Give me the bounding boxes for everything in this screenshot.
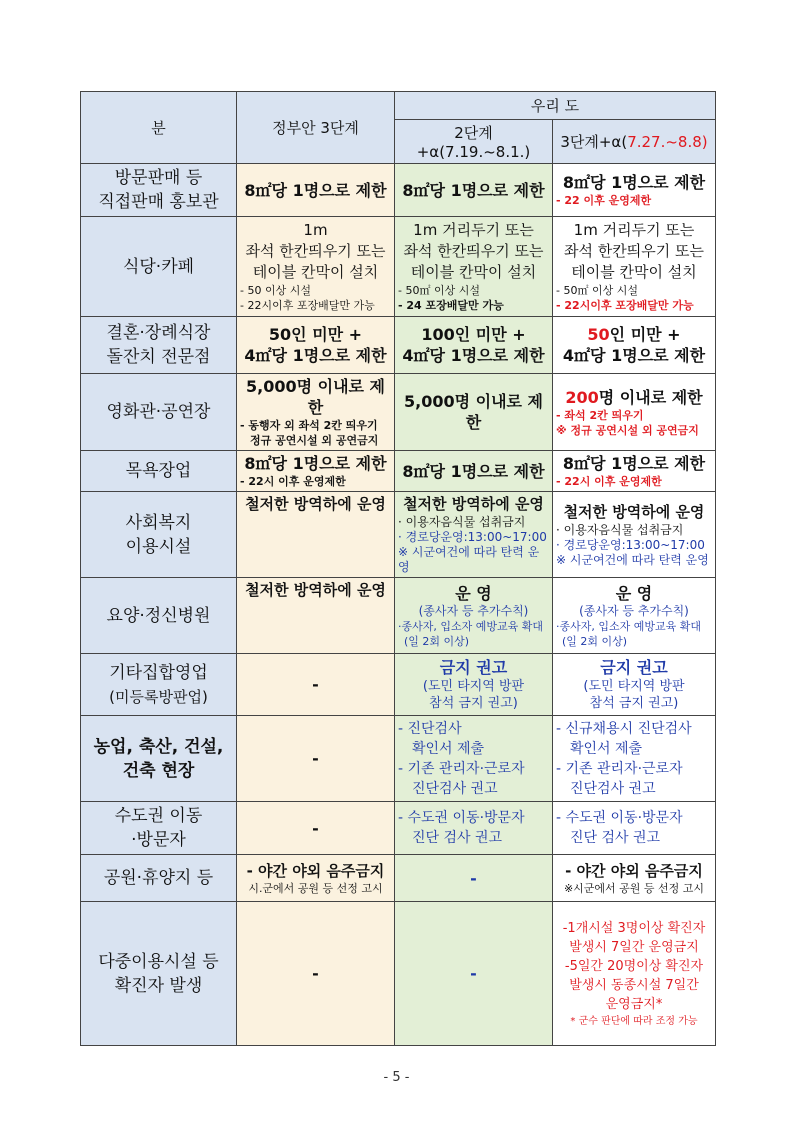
- row-category: 수도권 이동 ·방문자: [81, 802, 237, 855]
- table-row: [81, 164, 716, 217]
- gov-cell: 8㎡당 1명으로 제한: [237, 164, 395, 217]
- table-row: [81, 374, 716, 451]
- table-row: [81, 716, 716, 802]
- stage3-cell: - 야간 야외 음주금지 ※시군에서 공원 등 선정 고시: [553, 855, 716, 902]
- stage3-cell: 200명 이내로 제한 - 좌석 2칸 띄우기 ※ 정규 공연시설 외 공연금지: [553, 374, 716, 451]
- stage2-cell: 운 영 (종사자 등 추가수칙) ·종사자, 입소자 예방교육 확대 (일 2회 이상): [395, 578, 553, 654]
- stage3-cell: 운 영 (종사자 등 추가수칙) ·종사자, 입소자 예방교육 확대 (일 2회 이상): [553, 578, 716, 654]
- stage2-cell: 100인 미만 + 4㎡당 1명으로 제한: [395, 317, 553, 374]
- stage2-cell: - 수도권 이동·방문자 진단 검사 권고: [395, 802, 553, 855]
- restriction-table: [80, 91, 716, 1046]
- gov-cell: 50인 미만 + 4㎡당 1명으로 제한: [237, 317, 395, 374]
- header-category: 분: [81, 92, 237, 164]
- gov-cell: -: [237, 716, 395, 802]
- table-row: [81, 855, 716, 902]
- row-category: 기타집합영업 (미등록방판업): [81, 654, 237, 716]
- gov-cell: 철저한 방역하에 운영: [237, 578, 395, 654]
- stage2-cell: -: [395, 902, 553, 1046]
- table-row: [81, 654, 716, 716]
- stage3-cell: 1m 거리두기 또는 좌석 한칸띄우기 또는 테이블 칸막이 설치 - 50㎡ 이상 시설 - 22시이후 포장배달만 가능: [553, 217, 716, 317]
- stage2-cell: 금지 권고 (도민 타지역 방판 참석 금지 권고): [395, 654, 553, 716]
- row-category: 결혼·장례식장 돌잔치 전문점: [81, 317, 237, 374]
- row-category: 사회복지 이용시설: [81, 492, 237, 578]
- table-row: [81, 902, 716, 1046]
- gov-cell: -: [237, 802, 395, 855]
- table-row: [81, 451, 716, 492]
- gov-cell: 5,000명 이내로 제한 - 동행자 외 좌석 2칸 띄우기 정규 공연시설 외 공연금지: [237, 374, 395, 451]
- header-gov: 정부안 3단계: [237, 92, 395, 164]
- header-stage2: 2단계+α(7.19.~8.1.): [395, 120, 553, 164]
- header-ours: 우리 도: [395, 92, 716, 120]
- row-category: 목욕장업: [81, 451, 237, 492]
- stage3-cell: 8㎡당 1명으로 제한 - 22 이후 운영제한: [553, 164, 716, 217]
- row-category: 농업, 축산, 건설, 건축 현장: [81, 716, 237, 802]
- stage3-cell: 50인 미만 + 4㎡당 1명으로 제한: [553, 317, 716, 374]
- stage2-cell: -: [395, 855, 553, 902]
- gov-cell: 8㎡당 1명으로 제한 - 22시 이후 운영제한: [237, 451, 395, 492]
- row-category: 공원·휴양지 등: [81, 855, 237, 902]
- table-row: [81, 492, 716, 578]
- stage3-cell: -1개시설 3명이상 확진자 발생시 7일간 운영금지 -5일간 20명이상 확진자 발생시 동종시설 7일간 운영금지* * 군수 판단에 따라 조정 가능: [553, 902, 716, 1046]
- stage2-cell: 5,000명 이내로 제한: [395, 374, 553, 451]
- row-category: 방문판매 등 직접판매 홍보관: [81, 164, 237, 217]
- row-category: 다중이용시설 등 확진자 발생: [81, 902, 237, 1046]
- row-category: 영화관·공연장: [81, 374, 237, 451]
- gov-cell: 1m 좌석 한칸띄우기 또는 테이블 칸막이 설치 - 50 이상 시설 - 22시이후 포장배달만 가능: [237, 217, 395, 317]
- table-row: [81, 802, 716, 855]
- gov-cell: -: [237, 902, 395, 1046]
- stage2-cell: 8㎡당 1명으로 제한: [395, 451, 553, 492]
- stage3-cell: - 신규채용시 진단검사 확인서 제출 - 기존 관리자·근로자 진단검사 권고: [553, 716, 716, 802]
- page-number: - 5 -: [383, 1070, 410, 1085]
- gov-cell: 철저한 방역하에 운영: [237, 492, 395, 578]
- stage3-cell: - 수도권 이동·방문자 진단 검사 권고: [553, 802, 716, 855]
- table-row: [81, 317, 716, 374]
- row-category: 요양·정신병원: [81, 578, 237, 654]
- gov-cell: - 야간 야외 음주금지 시.군에서 공원 등 선정 고시: [237, 855, 395, 902]
- stage2-cell: 8㎡당 1명으로 제한: [395, 164, 553, 217]
- stage3-cell: 8㎡당 1명으로 제한 - 22시 이후 운영제한: [553, 451, 716, 492]
- row-category: 식당·카페: [81, 217, 237, 317]
- stage3-cell: 철저한 방역하에 운영 · 이용자음식물 섭취금지 · 경로당운영:13:00~17:00 ※ 시군여건에 따라 탄력 운영: [553, 492, 716, 578]
- stage2-cell: 1m 거리두기 또는 좌석 한칸띄우기 또는 테이블 칸막이 설치 - 50㎡ 이상 시설 - 24 포장배달만 가능: [395, 217, 553, 317]
- stage2-cell: - 진단검사 확인서 제출 - 기존 관리자·근로자 진단검사 권고: [395, 716, 553, 802]
- gov-cell: -: [237, 654, 395, 716]
- stage3-cell: 금지 권고 (도민 타지역 방판 참석 금지 권고): [553, 654, 716, 716]
- table-row: [81, 217, 716, 317]
- stage2-cell: 철저한 방역하에 운영 · 이용자음식물 섭취금지 · 경로당운영:13:00~17:00 ※ 시군여건에 따라 탄력 운영: [395, 492, 553, 578]
- table-row: [81, 578, 716, 654]
- header-stage3: 3단계+α(7.27.~8.8): [553, 120, 716, 164]
